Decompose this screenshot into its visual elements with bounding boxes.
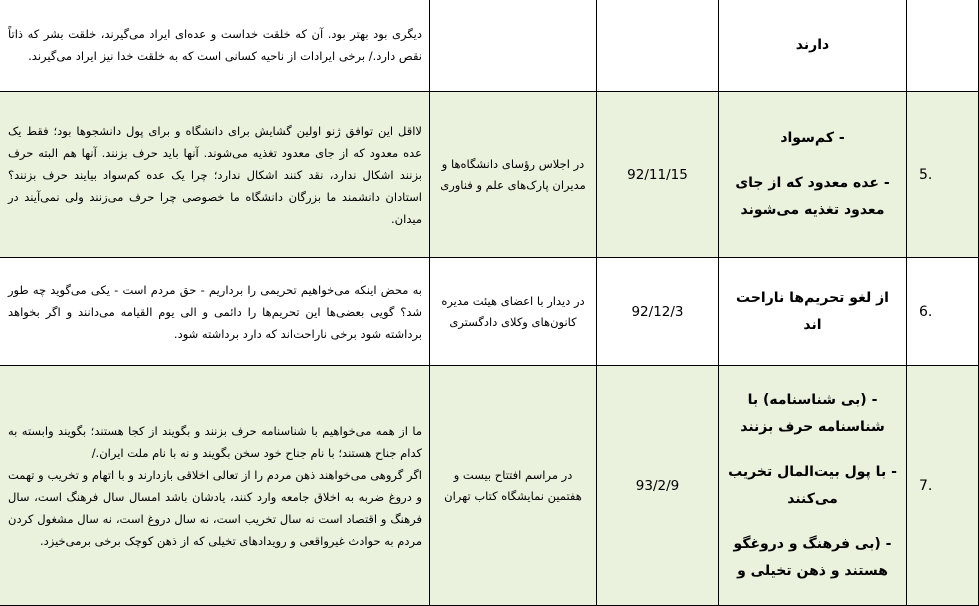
topic-line: - (بی شناسنامه) با شناسنامه حرف بزنند xyxy=(740,391,885,435)
quote-paragraph: به محض اینکه می‌خواهیم تحریمی را برداریم - حق مردم است - یکی می‌گوید چه طور شد؟ گویی بعضی‌ها این تحریم‌ها را دائمی و الی یوم القیامه می‌دانند و اگر بخواهد برداشته شود برخی ناراحت‌اند که دارد برداشته شود. xyxy=(8,282,422,341)
table-row xyxy=(0,92,979,258)
topic-line: دارند xyxy=(795,36,830,53)
topic-cell xyxy=(719,366,907,606)
topic-line: از لغو تحریم‌ها ناراحت اند xyxy=(736,289,889,333)
date-cell: 93/2/9 xyxy=(597,366,719,606)
topic-line: - عده معدود که از جای معدود تغذیه می‌شوند xyxy=(735,175,890,218)
table-row xyxy=(0,366,979,606)
topic-line: - با پول بیت‌المال تخریب می‌کنند xyxy=(728,463,897,507)
quote-cell xyxy=(0,0,430,92)
topic-cell xyxy=(719,92,907,258)
event-cell xyxy=(430,0,597,92)
event-cell: در اجلاس رؤسای دانشگاه‌ها و مدیران پارک‌های علم و فناوری xyxy=(430,92,597,258)
event-cell: در مراسم افتتاح بیست و هفتمین نمایشگاه کتاب تهران xyxy=(430,366,597,606)
row-number xyxy=(907,0,979,92)
topic-line: - (بی فرهنگ و دروغگو هستند و ذهن تخیلی و xyxy=(733,535,892,579)
topic-line: - کم‌سواد xyxy=(780,130,845,146)
quote-paragraph: دیگری بود بهتر بود. آن که خلقت خداست و عده‌ای ایراد می‌گیرند، خلقت بشر که ذاتاً نقص دارد./ برخی ایرادات از ناحیه کسانی است که به خلقت خدا نیز ایراد می‌گیرند. xyxy=(8,27,422,63)
date-cell: 92/12/3 xyxy=(597,258,719,366)
date-cell: 92/11/15 xyxy=(597,92,719,258)
topic-cell xyxy=(719,0,907,92)
date-cell xyxy=(597,0,719,92)
table-row xyxy=(0,258,979,366)
quote-cell xyxy=(0,258,430,366)
quote-paragraph: ما از همه می‌خواهیم با شناسنامه حرف بزنند و بگویند از کجا هستند؛ بگویند وابسته به کدام جناح هستند؛ با نام جناح خود سخن بگویند و نه با نام ملت ایران./ xyxy=(8,423,422,460)
quote-paragraph: لااقل این توافق ژنو اولین گشایش برای دانشگاه و برای پول دانشجوها بود؛ فقط یک عده معدود که از جای معدود تغذیه می‌شوند. آنها باید حرف بزنند. آنها هم البته حرف بزنند اشکال ندارد، نقد کنند اشکال ندارد؛ چرا یک عده کم‌سواد بیایند حرف بزنند؟ استادان دانشمند ما بزرگان دانشگاه ما خصوصی چرا حرف می‌زنند ولی نمی‌آیند در میدان. xyxy=(8,123,422,226)
table-row xyxy=(0,0,979,92)
quote-cell xyxy=(0,92,430,258)
quote-paragraph: اگر گروهی می‌خواهند ذهن مردم را از تعالی اخلاقی بازدارند و با اتهام و تخریب و تهمت و دروغ ضربه به اخلاق جامعه وارد کنند، یادشان باشد امسال سال فرهنگ است، سال فرهنگ و اقتصاد است نه سال تخریب است، نه سال دروغ است، نه سال مشغول کردن مردم به حوادث غیرواقعی و رویدادهای تخیلی که از ذهن کوچک برخی برمی‌خیزد. xyxy=(8,467,422,548)
quote-cell xyxy=(0,366,430,606)
topic-cell xyxy=(719,258,907,366)
row-number: .7 xyxy=(907,366,979,606)
row-number: .5 xyxy=(907,92,979,258)
row-number: .6 xyxy=(907,258,979,366)
event-cell: در دیدار با اعضای هیئت مدیره کانون‌های وکلای دادگستری xyxy=(430,258,597,366)
